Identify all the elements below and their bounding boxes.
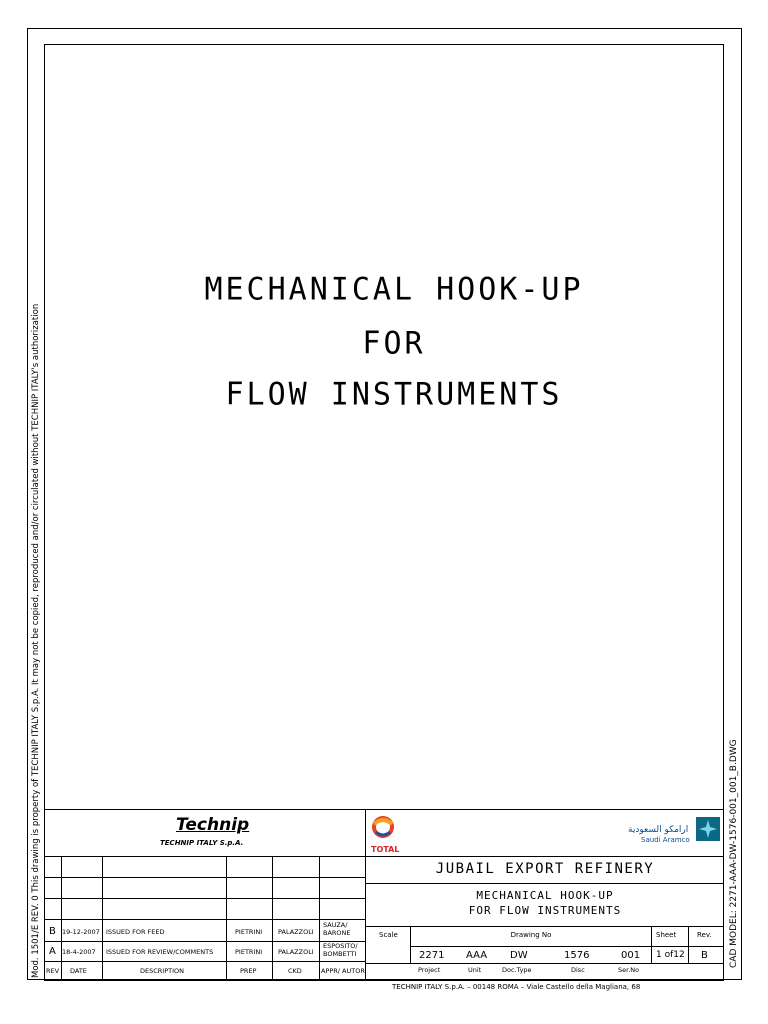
copyright-note: Mod. 1501/E REV. 0 This drawing is property of TECHNIP ITALY S.p.A. It may not be copied, reproduced and/or circulated without TECHNIP ITALY's authorization bbox=[31, 303, 41, 978]
aramco-arabic: ارامكو السعودية bbox=[628, 825, 689, 835]
doc-title-line-1: MECHANICAL HOOK-UP bbox=[476, 889, 614, 902]
aramco-label: Saudi Aramco bbox=[641, 836, 690, 844]
cad-model-label: CAD MODEL: 2271-AAA-DW-1576-001_001_B.DWG bbox=[729, 739, 739, 968]
rev-value: B bbox=[701, 950, 708, 961]
technip-logo: Technip bbox=[176, 815, 250, 835]
drawing-title-line-2: FOR bbox=[362, 325, 426, 362]
total-logo-icon bbox=[370, 814, 396, 840]
company-address: TECHNIP ITALY S.p.A. – 00148 ROMA – Viale Castello della Magliana, 68 bbox=[392, 983, 641, 991]
rev-label: Rev. bbox=[697, 931, 712, 939]
scale-label: Scale bbox=[379, 931, 398, 939]
total-label: TOTAL bbox=[371, 845, 400, 854]
aramco-star-icon bbox=[696, 817, 720, 841]
drawing-title-line-3: FLOW INSTRUMENTS bbox=[225, 376, 563, 413]
sheet-label: Sheet bbox=[656, 931, 677, 939]
doc-title-line-2: FOR FLOW INSTRUMENTS bbox=[468, 904, 622, 917]
drawing-no-label: Drawing No bbox=[510, 931, 552, 939]
project-name: JUBAIL EXPORT REFINERY bbox=[435, 861, 655, 877]
drawing-title-line-1: MECHANICAL HOOK-UP bbox=[204, 271, 584, 308]
technip-subtitle: TECHNIP ITALY S.p.A. bbox=[160, 839, 244, 847]
sheet-value: 1 of12 bbox=[656, 950, 685, 960]
